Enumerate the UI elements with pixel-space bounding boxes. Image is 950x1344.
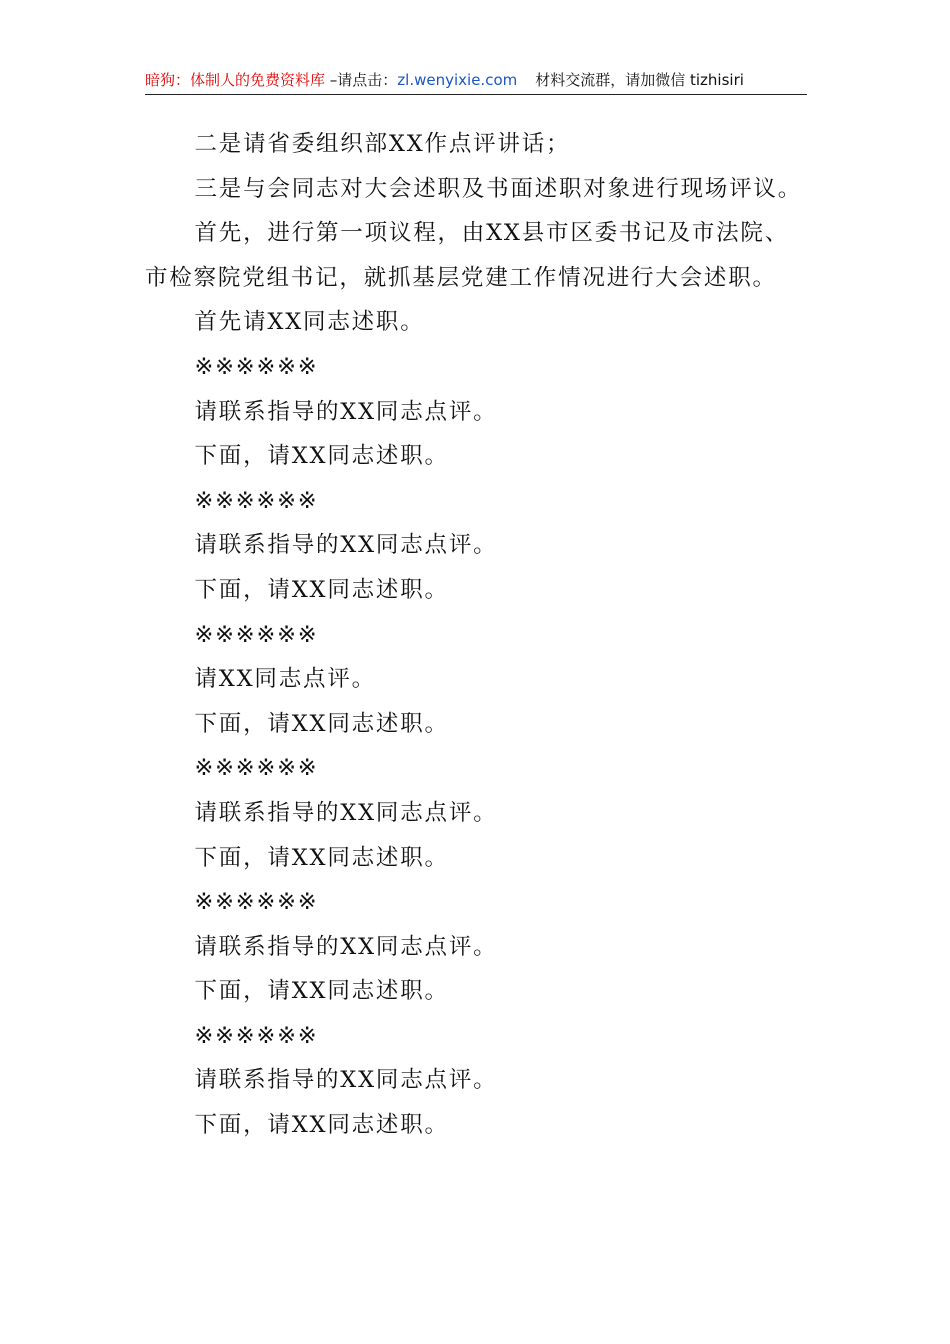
separator-marks: ※※※※※※ bbox=[194, 353, 319, 380]
paragraph: 请联系指导的XX同志点评。 bbox=[194, 398, 498, 425]
separator-marks: ※※※※※※ bbox=[194, 487, 319, 514]
separator-marks: ※※※※※※ bbox=[194, 755, 319, 782]
separator-marks: ※※※※※※ bbox=[194, 621, 319, 648]
paragraph: 请联系指导的XX同志点评。 bbox=[194, 799, 498, 826]
paragraph: 下面，请XX同志述职。 bbox=[194, 576, 449, 603]
paragraph: 请联系指导的XX同志点评。 bbox=[194, 933, 498, 960]
paragraph: 首先，进行第一项议程，由XX县市区委书记及市法院、市检察院党组书记，就抓基层党建工作情况进行大会述职。 bbox=[145, 220, 790, 291]
page-header bbox=[145, 68, 807, 95]
document-body bbox=[145, 122, 810, 1148]
separator-marks: ※※※※※※ bbox=[194, 889, 319, 916]
header-wechat-note: 材料交流群，请加微信 tizhisiri bbox=[535, 71, 744, 89]
paragraph: 下面，请XX同志述职。 bbox=[194, 710, 449, 737]
separator-marks: ※※※※※※ bbox=[194, 1022, 319, 1049]
paragraph: 二是请省委组织部XX作点评讲话； bbox=[194, 131, 571, 157]
header-site-name: 暗狗：体制人的免费资料库 bbox=[145, 71, 326, 89]
paragraph: 下面，请XX同志述职。 bbox=[194, 1112, 449, 1139]
paragraph: 首先请XX同志述职。 bbox=[194, 309, 425, 336]
paragraph: 三是与会同志对大会述职及书面述职对象进行现场评议。 bbox=[194, 175, 803, 202]
paragraph: 请联系指导的XX同志点评。 bbox=[194, 532, 498, 559]
paragraph: 下面，请XX同志述职。 bbox=[194, 978, 449, 1005]
header-link[interactable]: zl.wenyixie.com bbox=[397, 71, 518, 89]
paragraph: 请XX同志点评。 bbox=[194, 666, 376, 693]
paragraph: 请联系指导的XX同志点评。 bbox=[194, 1067, 498, 1094]
header-click-prompt: –请点击： bbox=[325, 71, 398, 89]
paragraph: 下面，请XX同志述职。 bbox=[194, 443, 449, 470]
paragraph: 下面，请XX同志述职。 bbox=[194, 844, 449, 871]
